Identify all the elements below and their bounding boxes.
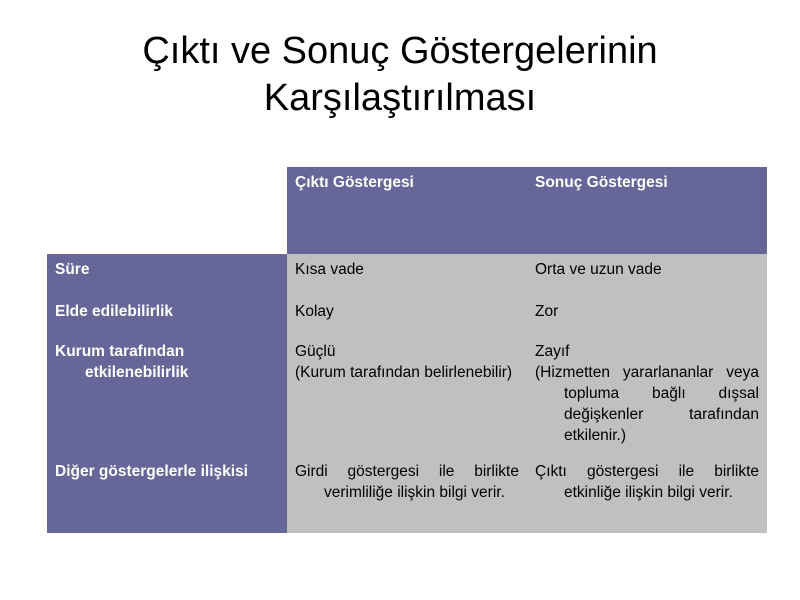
cell-outcome-relation-text: Çıktı göstergesi ile birlikte etkinliğe ilişkin bilgi verir. — [535, 463, 759, 501]
header-outcome-indicator: Sonuç Göstergesi — [527, 167, 767, 254]
cell-outcome-duration: Orta ve uzun vade — [527, 254, 767, 296]
cell-outcome-relation — [527, 458, 767, 533]
table-row — [47, 296, 767, 338]
cell-output-relation — [287, 458, 527, 533]
table-row — [47, 458, 767, 533]
cell-outcome-influence-strength: Zayıf — [535, 343, 570, 360]
table-header-row — [47, 167, 767, 254]
cell-output-duration: Kısa vade — [287, 254, 527, 296]
cell-outcome-influence-note: (Hizmetten yararlananlar veya topluma bağlı dışsal değişkenler tarafından etkilenir.) — [535, 364, 759, 444]
cell-output-influence-note: (Kurum tarafından belirlenebilir) — [295, 364, 513, 381]
row-label-relation — [47, 458, 287, 533]
cell-outcome-attainability: Zor — [527, 296, 767, 338]
slide-title — [0, 28, 800, 122]
cell-output-attainability: Kolay — [287, 296, 527, 338]
slide-title-line-2: Karşılaştırılması — [263, 77, 537, 119]
slide-title-line-1: Çıktı ve Sonuç Göstergelerinin — [142, 30, 658, 72]
row-label-duration: Süre — [47, 254, 287, 296]
cell-outcome-influence — [527, 338, 767, 458]
row-label-attainability: Elde edilebilirlik — [47, 296, 287, 338]
header-empty-cell — [47, 167, 287, 254]
cell-output-influence-strength: Güçlü — [295, 343, 336, 360]
header-output-indicator: Çıktı Göstergesi — [287, 167, 527, 254]
row-label-influence — [47, 338, 287, 458]
row-label-influence-text: Kurum tarafından etkilenebilirlik — [55, 343, 189, 381]
cell-output-relation-text: Girdi göstergesi ile birlikte verimliliğe ilişkin bilgi verir. — [295, 463, 519, 501]
comparison-table — [47, 167, 767, 533]
row-label-relation-text: Diğer göstergelerle ilişkisi — [55, 463, 248, 480]
table-row — [47, 338, 767, 458]
cell-output-influence — [287, 338, 527, 458]
table-row — [47, 254, 767, 296]
